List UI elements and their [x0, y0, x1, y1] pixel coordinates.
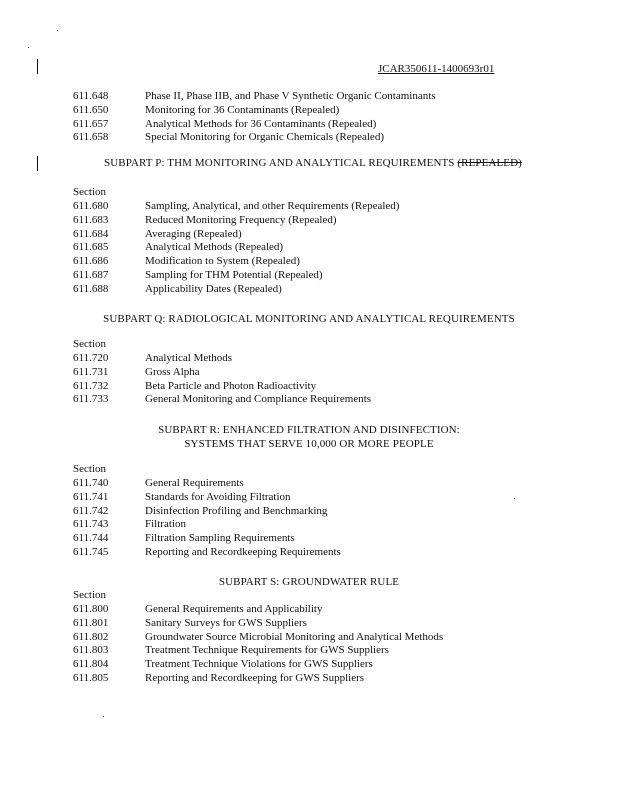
section-title: Gross Alpha [145, 365, 200, 378]
table-row [73, 255, 553, 269]
table-row [73, 672, 553, 686]
section-title: Treatment Technique Requirements for GWS Suppliers [145, 644, 389, 657]
table-row [73, 477, 553, 491]
subpart-o-tail-list [73, 90, 553, 145]
table-row [73, 380, 553, 394]
table-row [73, 546, 553, 560]
section-number: 611.802 [73, 630, 109, 643]
subpart-p-heading-struck: (REPEALED) [457, 157, 522, 169]
section-number: 611.800 [73, 603, 109, 615]
table-row [73, 352, 553, 366]
table-row [73, 532, 553, 546]
table-row [73, 283, 553, 297]
section-title: Standards for Avoiding Filtration [145, 490, 291, 503]
table-row [73, 131, 553, 145]
subpart-r-list [73, 477, 553, 560]
table-row [73, 200, 553, 214]
section-number: 611.731 [73, 365, 109, 378]
section-title: Reporting and Recordkeeping for GWS Suppliers [145, 671, 365, 684]
table-row [73, 228, 553, 242]
section-number: 611.740 [73, 477, 109, 489]
section-title: Treatment Technique Violations for GWS Suppliers [145, 658, 373, 671]
subpart-r-heading-line1: SUBPART R: ENHANCED FILTRATION AND DISINFECTION: [158, 424, 460, 436]
table-row [73, 658, 553, 672]
table-row [73, 393, 553, 407]
section-title: Reporting and Recordkeeping Requirements [145, 545, 341, 558]
section-number: 611.683 [73, 213, 109, 226]
section-title: Sampling for THM Potential (Repealed) [145, 268, 323, 281]
section-number: 611.744 [73, 532, 109, 545]
section-title: Modification to System (Repealed) [145, 255, 300, 268]
section-number: 611.745 [73, 545, 109, 558]
table-row [73, 518, 553, 532]
section-number: 611.650 [73, 103, 109, 116]
section-title: General Monitoring and Compliance Requirements [145, 393, 372, 406]
table-row [73, 118, 553, 132]
revision-change-bar [37, 59, 38, 74]
table-row [73, 104, 553, 118]
table-row [73, 241, 553, 255]
section-label: Section [73, 186, 106, 198]
section-number: 611.733 [73, 393, 109, 406]
table-row [73, 491, 553, 505]
table-row [73, 603, 553, 617]
section-title: Filtration [145, 518, 186, 531]
table-row [73, 644, 553, 658]
section-title: General Requirements and Applicability [145, 603, 323, 615]
document-id: JCAR350611-1400693r01 [378, 63, 495, 75]
scan-speck [28, 47, 29, 48]
scan-speck [103, 716, 104, 717]
section-number: 611.685 [73, 241, 109, 254]
section-title: Groundwater Source Microbial Monitoring and Analytical Methods [145, 630, 444, 643]
section-title: Phase II, Phase IIB, and Phase V Synthetic Organic Contaminants [145, 90, 436, 102]
section-number: 611.686 [73, 255, 109, 268]
section-title: Analytical Methods [145, 352, 233, 364]
section-number: 611.720 [73, 352, 109, 364]
section-number: 611.684 [73, 227, 109, 240]
section-title: General Requirements [145, 477, 244, 489]
subpart-q-list [73, 352, 553, 407]
section-number: 611.743 [73, 518, 109, 531]
table-row [73, 269, 553, 283]
subpart-r-heading [0, 424, 618, 452]
section-title: Disinfection Profiling and Benchmarking [145, 504, 328, 517]
subpart-q-heading: SUBPART Q: RADIOLOGICAL MONITORING AND ANALYTICAL REQUIREMENTS [103, 313, 515, 325]
section-title: Special Monitoring for Organic Chemicals (Repealed) [145, 131, 384, 144]
section-number: 611.680 [73, 200, 109, 212]
subpart-s-heading: SUBPART S: GROUNDWATER RULE [218, 576, 400, 588]
section-number: 611.805 [73, 671, 109, 684]
section-title: Beta Particle and Photon Radioactivity [145, 379, 317, 392]
section-number: 611.742 [73, 504, 109, 517]
table-row [73, 631, 553, 645]
section-title: Filtration Sampling Requirements [145, 532, 295, 545]
subpart-p-list [73, 200, 553, 297]
section-number: 611.801 [73, 616, 109, 629]
scan-speck [57, 30, 58, 31]
table-row [73, 617, 553, 631]
section-label: Section [73, 589, 106, 601]
subpart-s-list [73, 603, 553, 686]
section-title: Monitoring for 36 Contaminants (Repealed) [145, 103, 340, 116]
subpart-p-heading-text: SUBPART P: THM MONITORING AND ANALYTICAL REQUIREMENTS [104, 157, 455, 169]
table-row [73, 366, 553, 380]
section-number: 611.732 [73, 379, 109, 392]
table-row [73, 214, 553, 228]
section-title: Applicability Dates (Repealed) [145, 282, 282, 295]
section-title: Analytical Methods for 36 Contaminants (Repealed) [145, 117, 377, 130]
section-number: 611.648 [73, 90, 109, 102]
section-title: Sampling, Analytical, and other Requirements (Repealed) [145, 200, 400, 212]
section-number: 611.804 [73, 658, 109, 671]
section-title: Sanitary Surveys for GWS Suppliers [145, 616, 307, 629]
section-title: Averaging (Repealed) [145, 227, 242, 240]
section-number: 611.741 [73, 490, 109, 503]
subpart-p-heading [4, 157, 618, 171]
section-label: Section [73, 463, 106, 475]
section-title: Reduced Monitoring Frequency (Repealed) [145, 213, 337, 226]
section-label: Section [73, 338, 106, 350]
section-title: Analytical Methods (Repealed) [145, 241, 284, 254]
section-number: 611.657 [73, 117, 109, 130]
section-number: 611.658 [73, 131, 109, 144]
section-number: 611.687 [73, 268, 109, 281]
subpart-r-heading-line2: SYSTEMS THAT SERVE 10,000 OR MORE PEOPLE [184, 437, 434, 450]
section-number: 611.803 [73, 644, 109, 657]
table-row [73, 505, 553, 519]
table-row [73, 90, 553, 104]
section-number: 611.688 [73, 282, 109, 295]
